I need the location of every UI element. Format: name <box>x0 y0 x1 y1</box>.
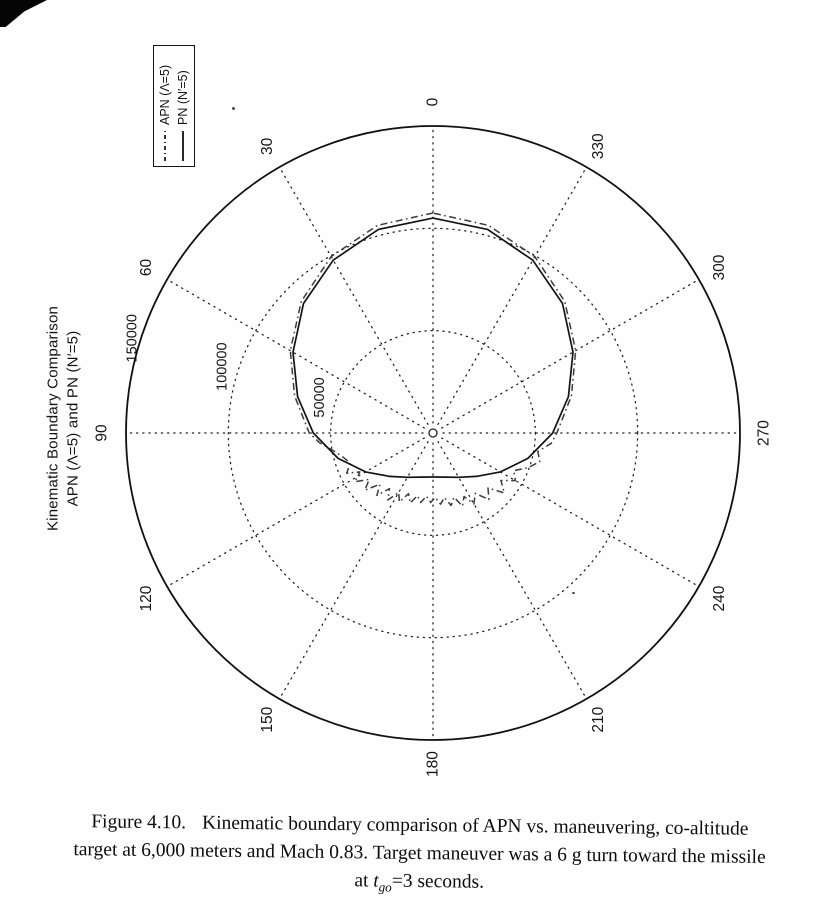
caption-line2: target at 6,000 meters and Mach 0.83. Target maneuver was a 6 g turn toward the missile <box>73 839 766 868</box>
theta-tick-label-210: 210 <box>590 706 607 733</box>
figure-caption <box>14 807 826 906</box>
theta-tick-label-300: 300 <box>711 254 729 281</box>
theta-tick-label-240: 240 <box>711 585 729 612</box>
legend-row-apn <box>157 51 173 161</box>
tgo-subscript: go <box>378 879 392 895</box>
r-tick-label-50000: 50000 <box>312 377 329 418</box>
pn-line-sample <box>182 131 184 161</box>
plot-title-line1: Kinematic Boundary Comparison <box>44 305 62 532</box>
theta-grid-spoke-330 <box>438 167 587 424</box>
theta-tick-label-330: 330 <box>590 133 607 160</box>
caption-line3-post: =3 seconds. <box>391 870 485 893</box>
caption-line3-pre: at <box>354 870 374 892</box>
theta-grid-spoke-300 <box>442 280 699 429</box>
theta-tick-label-180: 180 <box>424 751 442 777</box>
r-tick-label-100000: 100000 <box>214 342 231 391</box>
theta-tick-label-30: 30 <box>259 137 276 155</box>
theta-grid-spoke-150 <box>280 442 429 699</box>
theta-tick-label-270: 270 <box>755 420 773 446</box>
legend-row-pn <box>175 51 191 161</box>
theta-grid-spoke-240 <box>442 438 699 587</box>
apn-line-sample <box>164 131 166 161</box>
figure-number: Figure 4.10. <box>91 811 187 834</box>
theta-tick-label-120: 120 <box>137 585 155 612</box>
r-tick-label-150000: 150000 <box>124 314 141 363</box>
theta-tick-label-0: 0 <box>424 97 442 107</box>
legend-label-pn: PN (N′=5) <box>176 70 190 125</box>
theta-tick-label-150: 150 <box>259 706 276 733</box>
tgo-variable: t <box>373 870 379 892</box>
plot-title-line2: APN (Λ=5) and PN (N′=5) <box>64 330 81 507</box>
theta-tick-label-60: 60 <box>137 258 155 277</box>
legend <box>153 45 195 167</box>
plot-title <box>44 239 83 599</box>
caption-line1-text: Kinematic boundary comparison of APN vs. maneuvering, co-altitude <box>201 812 749 840</box>
theta-tick-label-90: 90 <box>93 424 111 442</box>
theta-grid-spoke-60 <box>167 280 424 429</box>
theta-grid-spoke-30 <box>280 167 429 424</box>
theta-grid-spoke-120 <box>167 438 424 587</box>
origin-marker <box>429 429 437 437</box>
legend-label-apn: APN (Λ=5) <box>158 64 172 125</box>
